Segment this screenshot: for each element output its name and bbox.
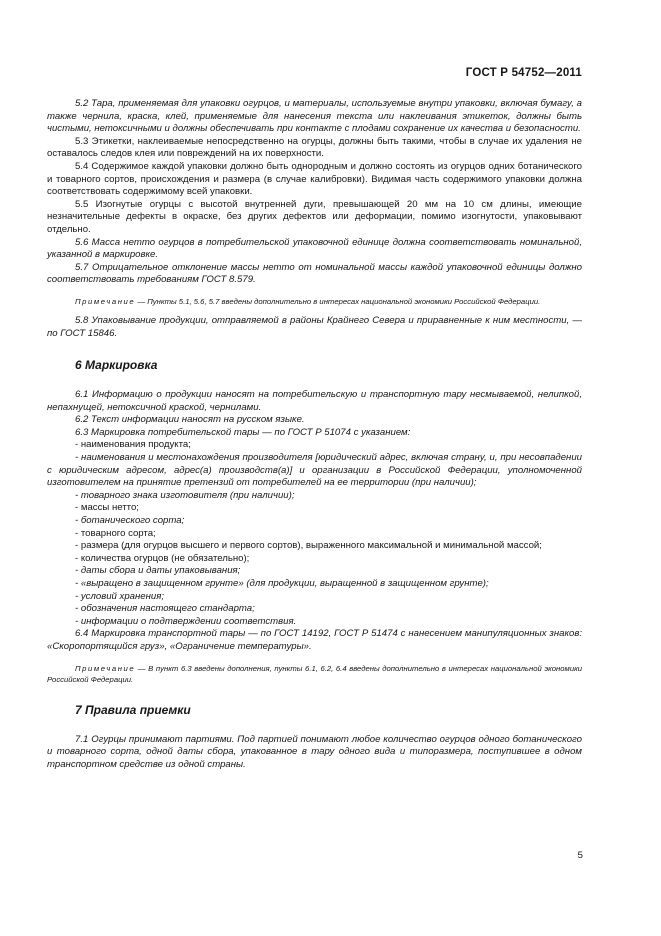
- clause-5-6: 5.6 Масса нетто огурцов в потребительской упаковочной единице должна соответствовать номинальной, указанной в маркировке.: [47, 236, 582, 261]
- list-item: - «выращено в защищенном грунте» (для продукции, выращенной в защищенном грунте);: [75, 578, 489, 589]
- list-item: - наименования продукта;: [75, 439, 191, 451]
- note-1-lead: Примечание: [75, 296, 136, 306]
- list-item: - массы нетто;: [75, 502, 139, 514]
- page-number: 5: [577, 850, 583, 861]
- clause-6-1: 6.1 Информацию о продукции наносят на потребительскую и транспортную тару несмываемой, нелипкой, непахнущей, нетоксичной краской, чернилами.: [47, 389, 582, 413]
- list-item: - наименования и местонахождения производителя [юридический адрес, включая страну, и, при несовпадении с юридическим адресом, адрес(а) производств(а)] и организации в Российской Федерации, уполномоченной изготовителем на принятие претензий от потребителей на ее территории (при наличии);: [47, 452, 582, 489]
- clause-5-7: 5.7 Отрицательное отклонение массы нетто от номинальной массы каждой упаковочной единицы должно соответствовать требованиям ГОСТ 8.579.: [47, 261, 582, 286]
- list-item: - условий хранения;: [75, 590, 165, 602]
- note-2: [47, 663, 582, 685]
- clause-5-2: 5.2 Тара, применяемая для упаковки огурцов, и материалы, используемые внутри упаковки, включая бумагу, а также чернила, краска, клей, применяемые для нанесения текста или наклеивания этикеток, должны быть чистыми, нетоксичными и должны обеспечивать при контакте с плодами сохранение их качества и безопасности.: [47, 98, 582, 135]
- clause-5-4: 5.4 Содержимое каждой упаковки должно быть однородным и должно состоять из огурцов одних ботанического и товарного сортов, происхождения и размера (в случае калибровки). Видимая часть содержимого упаковки должна соответствовать содержимому всей упаковки.: [47, 160, 582, 198]
- list-item: - обозначения настоящего стандарта;: [75, 603, 255, 615]
- clause-6-2: 6.2 Текст информации наносят на русском языке.: [75, 414, 305, 426]
- clause-5-3: 5.3 Этикетки, наклеиваемые непосредственно на огурцы, должны быть такими, чтобы в случае их удаления не оставалось следов клея или повреждений на их поверхности.: [47, 135, 582, 160]
- clause-5-8: 5.8 Упаковывание продукции, отправляемой в районы Крайнего Севера и приравненные к ним местности, — по ГОСТ 15846.: [47, 314, 582, 339]
- list-item: - даты сбора и даты упаковывания;: [75, 565, 241, 577]
- clause-6-3: 6.3 Маркировка потребительской тары — по ГОСТ Р 51074 с указанием:: [75, 426, 411, 438]
- list-item: - информации о подтверждении соответствия.: [75, 615, 297, 627]
- note-2-text: — В пункт 6.3 введены дополнения, пункты 6.1, 6.2, 6.4 введены дополнительно в интересах национальной экономики Российской Федерации.: [47, 663, 582, 684]
- note-1: [47, 296, 582, 307]
- section-heading-7: 7 Правила приемки: [75, 702, 191, 717]
- list-item: - товарного знака изготовителя (при наличии);: [75, 489, 295, 501]
- note-1-text: — Пункты 5.1, 5.6, 5.7 введены дополнительно в интересах национальной экономики Российской Федерации.: [135, 296, 541, 306]
- list-item: - количества огурцов (не обязательно);: [75, 552, 250, 564]
- note-2-lead: Примечание: [75, 663, 136, 673]
- list-item: - размера (для огурцов высшего и первого сортов), выраженного максимальной и минимальной массой;: [75, 540, 542, 552]
- clause-5-5: 5.5 Изогнутые огурцы с высотой внутренней дуги, превышающей 20 мм на 10 см длины, имеющие незначительные дефекты в окраске, без других дефектов или деформации, помимо изогнутости, упаковывают отдельно.: [47, 198, 582, 235]
- list-item: - товарного сорта;: [75, 527, 156, 539]
- clause-7-1: 7.1 Огурцы принимают партиями. Под партией понимают любое количество огурцов одного ботанического и товарного сорта, одной даты сбора, упакованное в тару одного вида и типоразмера, поступившее в одном транспортном средстве из одной страны.: [47, 733, 582, 770]
- document-header: ГОСТ Р 54752—2011: [465, 67, 582, 79]
- clause-6-4: 6.4 Маркировка транспортной тары — по ГОСТ 14192, ГОСТ Р 51474 с нанесением манипуляционных знаков: «Скоропортящийся груз», «Ограничение температуры».: [47, 628, 582, 652]
- section-heading-6: 6 Маркировка: [75, 358, 158, 373]
- list-item: - ботанического сорта;: [75, 515, 185, 527]
- page-content: [47, 98, 582, 771]
